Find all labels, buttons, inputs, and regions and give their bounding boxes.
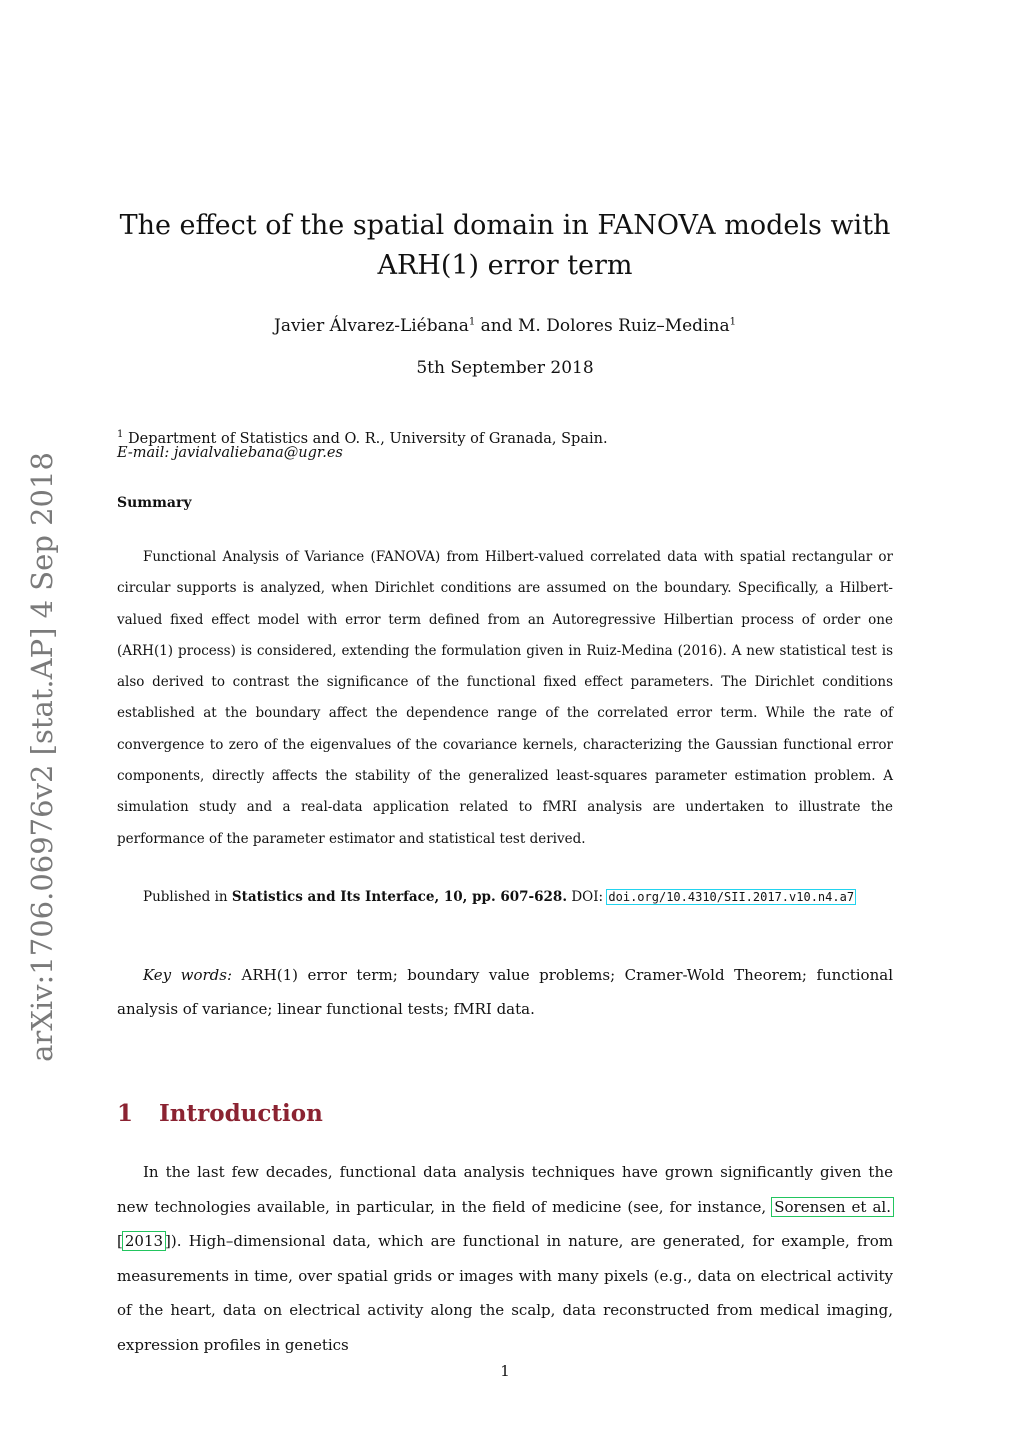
journal-reference: Statistics and Its Interface, 10, pp. 607-628. <box>231 889 568 905</box>
author-2: M. Dolores Ruiz–Medina <box>518 316 730 336</box>
author-1: Javier Álvarez-Liébana <box>274 316 469 336</box>
intro-paragraph: In the last few decades, functional data analysis techniques have grown significantly given the new technologies available, in particular, in the field of medicine (see, for instance, Sorensen et al. [ 2013 ]). High–dimensional data, which are functional in nature, are generated, for example, from measurements in time, over spatial grids or images with many pixels (e.g., data on electrical activity of the heart, data on electrical activity along the scalp, data reconstructed from medical imaging, expression profiles in genetics <box>117 1163 893 1354</box>
keywords <box>117 958 893 1026</box>
abstract-text: Functional Analysis of Variance (FANOVA) from Hilbert-valued correlated data with spatial rectangular or circular supports is analyzed, when Dirichlet conditions are assumed on the boundary. Specifically, a Hilbert-valued fixed effect model with error term defined from an Autoregressive Hilbertian process of order one (ARH(1) process) is considered, extending the formulation given in Ruiz-Medina (2016). A new statistical test is also derived to contrast the significance of the functional fixed effect parameters. The Dirichlet conditions established at the boundary affect the dependence range of the correlated error term. While the rate of convergence to zero of the eigenvalues of the covariance kernels, characterizing the Gaussian functional error components, directly affects the stability of the generalized least-squares parameter estimation problem. A simulation study and a real-data application related to fMRI analysis are undertaken to illustrate the performance of the parameter estimator and statistical test derived. <box>117 549 893 847</box>
publication-date: 5th September 2018 <box>416 358 594 378</box>
keywords-text: ARH(1) error term; boundary value problems; Cramer-Wold Theorem; functional analysis of variance; linear functional tests; fMRI data. <box>117 966 893 1018</box>
title-line-2: ARH(1) error term <box>377 250 633 281</box>
author-list <box>117 316 893 336</box>
doi-link[interactable]: doi.org/10.4310/SII.2017.v10.n4.a7 <box>608 890 855 904</box>
title-line-1: The effect of the spatial domain in FANOVA models with <box>119 210 891 241</box>
author-email: E-mail: javialvaliebana@ugr.es <box>117 445 343 461</box>
publication-paragraph <box>117 882 893 913</box>
publication-note <box>117 882 893 913</box>
introduction-body <box>117 1155 893 1362</box>
intro-text-2: ). High–dimensional data, which are functional in nature, are generated, for example, from measurements in time, over spatial grids or images with many pixels (e.g., data on electrical activity of the heart, data on electrical activity along the scalp, data reconstructed from medical imaging, expression profiles in genetics <box>117 1232 893 1354</box>
intro-text-1: In the last few decades, functional data analysis techniques have grown significantly given the new technologies available, in particular, in the field of medicine (see, for instance, <box>117 1163 893 1216</box>
page-number: 1 <box>500 1362 510 1380</box>
affiliation-text: Department of Statistics and O. R., University of Granada, Spain. <box>127 430 608 447</box>
keywords-label: Key words: <box>143 966 233 984</box>
keywords-paragraph <box>117 958 893 1026</box>
author-conjunction: and <box>480 316 513 336</box>
citation-author-link[interactable]: Sorensen et al. <box>774 1197 891 1216</box>
section-heading <box>117 1100 323 1127</box>
section-title: Introduction <box>159 1100 323 1127</box>
author-2-affiliation-mark: 1 <box>729 316 736 328</box>
section-number: 1 <box>117 1100 134 1127</box>
published-prefix: Published in <box>143 889 228 905</box>
doi-label: DOI: <box>571 889 604 905</box>
citation-year-link[interactable]: 2013 <box>124 1232 164 1250</box>
author-1-affiliation-mark: 1 <box>468 316 476 328</box>
affiliation-mark: 1 <box>117 429 124 440</box>
arxiv-identifier: arXiv:1706.06976v2 [stat.AP] 4 Sep 2018 <box>25 452 59 1062</box>
abstract <box>117 542 893 855</box>
paper-title <box>117 206 893 286</box>
summary-heading: Summary <box>117 495 192 511</box>
